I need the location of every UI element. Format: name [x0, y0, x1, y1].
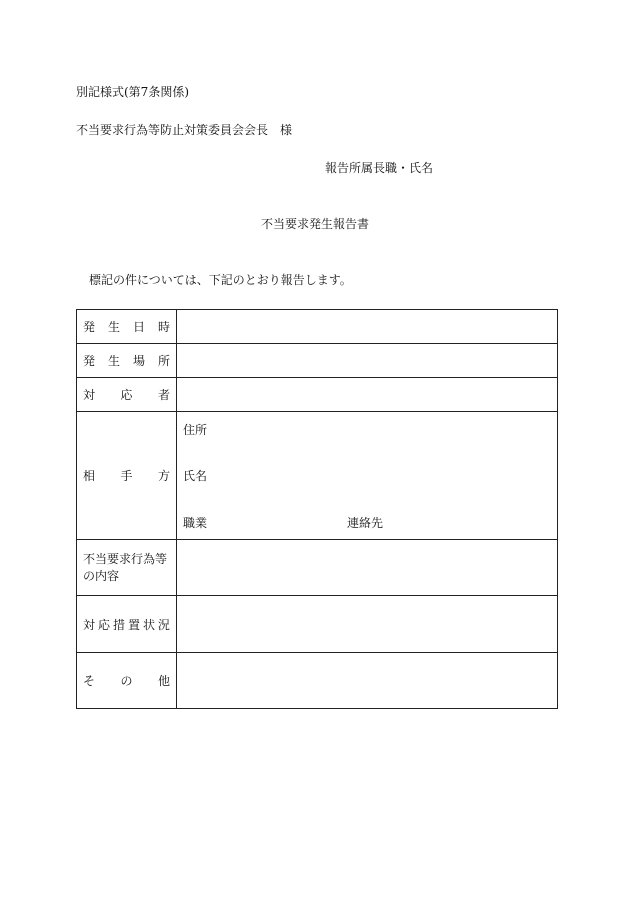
label-char: 生	[107, 354, 120, 368]
party-contact-label: 連絡先	[347, 516, 384, 530]
other-party-details	[177, 412, 557, 539]
label-demand-content	[77, 540, 177, 596]
label-occurrence-datetime	[77, 310, 177, 344]
form-reference: 別記様式(第7条関係)	[76, 85, 189, 99]
label-char: 況	[157, 617, 170, 632]
party-address-label: 住所	[183, 423, 208, 437]
value-demand-content[interactable]	[177, 540, 558, 596]
label-line: の内容	[83, 568, 120, 583]
label-char: 置	[127, 617, 140, 632]
row-responder	[77, 378, 558, 412]
value-other[interactable]	[177, 653, 558, 709]
label-char: 対	[83, 617, 96, 632]
label-other-party	[77, 412, 177, 540]
row-other-party	[77, 412, 558, 540]
value-response-status[interactable]	[177, 596, 558, 653]
intro-sentence: 標記の件については、下記のとおり報告します。	[89, 273, 352, 287]
label-char: 対	[83, 388, 96, 402]
label-responder	[77, 378, 177, 412]
label-char: そ	[83, 674, 96, 688]
reporter-name-line: 報告所属長職・氏名	[325, 161, 434, 175]
value-occurrence-place[interactable]	[177, 344, 558, 378]
value-responder[interactable]	[177, 378, 558, 412]
label-char: 時	[157, 320, 170, 334]
label-char: 方	[157, 469, 170, 483]
label-char: 措	[112, 617, 125, 632]
value-occurrence-datetime[interactable]	[177, 310, 558, 344]
row-occurrence-datetime	[77, 310, 558, 344]
label-char: 生	[107, 320, 120, 334]
label-char: 者	[157, 388, 170, 402]
report-table	[76, 309, 558, 709]
label-char: 他	[157, 674, 170, 688]
label-char: の	[120, 674, 133, 688]
label-other	[77, 653, 177, 709]
label-char: 日	[132, 320, 145, 334]
row-demand-content	[77, 540, 558, 596]
party-occupation-label: 職業	[183, 516, 208, 530]
label-char: 場	[132, 354, 145, 368]
label-char: 手	[120, 469, 133, 483]
label-line: 不当要求行為等	[83, 551, 168, 566]
label-response-status	[77, 596, 177, 653]
label-char: 所	[157, 354, 170, 368]
value-other-party[interactable]	[177, 412, 558, 540]
addressee-line: 不当要求行為等防止対策委員会会長 様	[76, 123, 293, 137]
row-other	[77, 653, 558, 709]
label-char: 発	[83, 320, 96, 334]
party-name-label: 氏名	[183, 469, 208, 483]
row-occurrence-place	[77, 344, 558, 378]
label-char: 状	[142, 617, 155, 632]
label-char: 発	[83, 354, 96, 368]
label-char: 相	[83, 469, 96, 483]
row-response-status	[77, 596, 558, 653]
document-title: 不当要求発生報告書	[260, 217, 369, 231]
label-occurrence-place	[77, 344, 177, 378]
label-char: 応	[97, 617, 110, 632]
label-char: 応	[120, 388, 133, 402]
